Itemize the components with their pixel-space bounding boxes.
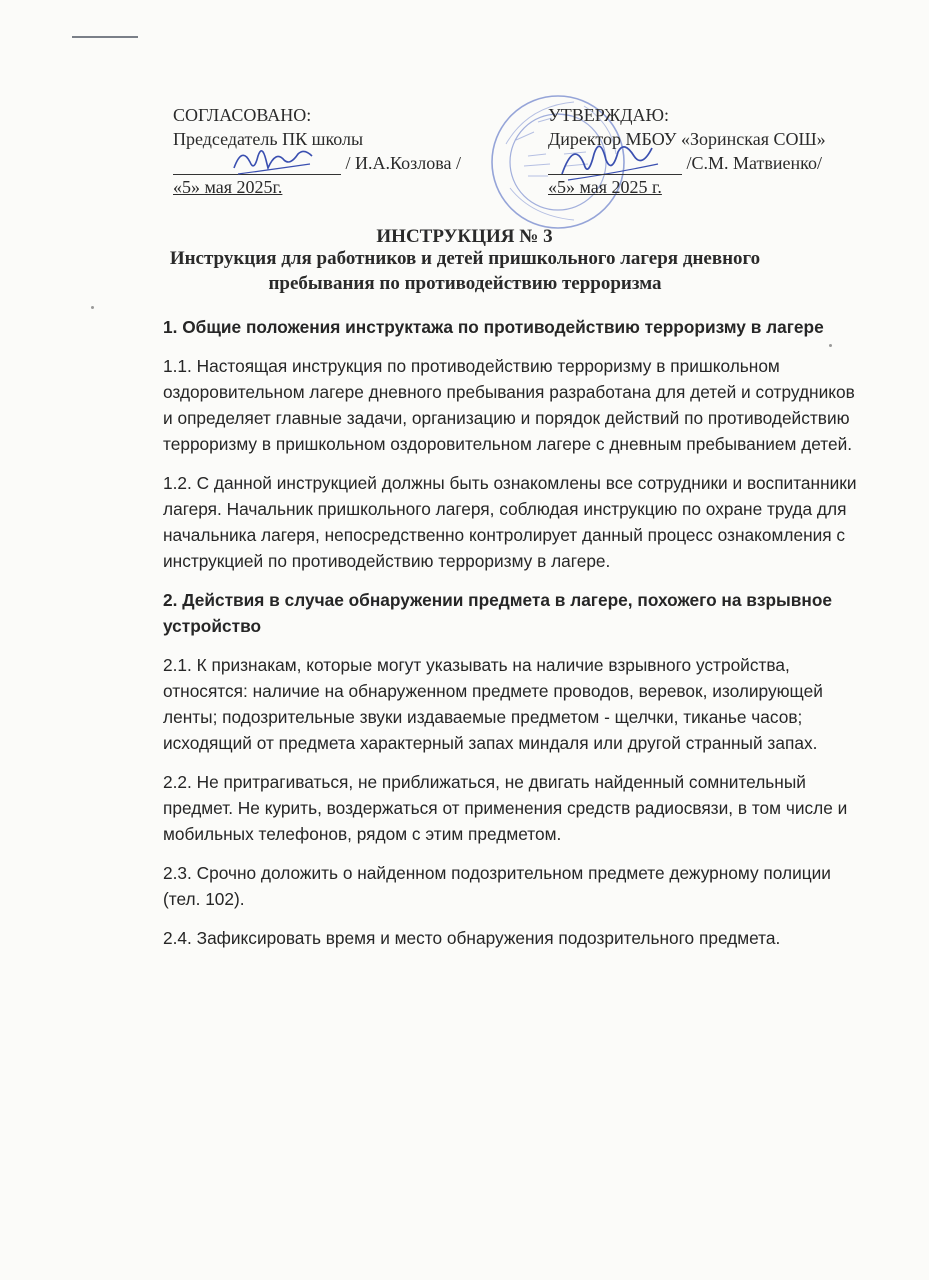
document-body (163, 314, 863, 951)
approved-signer: /С.М. Матвиенко/ (686, 153, 822, 173)
signature-underline (548, 156, 682, 175)
signature-left (228, 138, 318, 182)
section-heading: 1. Общие положения инструктажа по противодействию терроризму в лагере (163, 317, 824, 337)
agreed-date: «5» мая 2025г. (173, 177, 283, 197)
approved-date: «5» мая 2025 г. (548, 177, 662, 197)
scan-speck (91, 306, 94, 309)
paragraph: 1.2. С данной инструкцией должны быть ознакомлены все сотрудники и воспитанники лагеря. Начальник пришкольного лагеря, соблюдая инструкцию по охране труда для начальника лагеря, непосредственно контролирует данный процесс ознакомления с инструкцией по противодействию терроризму в лагере. (163, 473, 857, 571)
agreed-signer: / И.А.Козлова / (345, 153, 461, 173)
paragraph: 2.2. Не притрагиваться, не приближаться, не двигать найденный сомнительный предмет. Не курить, воздержаться от применения средств радиосвязи, в том числе и мобильных телефонов, рядом с этим предметом. (163, 772, 848, 844)
approved-label: УТВЕРЖДАЮ: (548, 105, 670, 125)
agreed-label: СОГЛАСОВАНО: (173, 105, 312, 125)
scan-mark (72, 36, 138, 38)
approved-signature-line (548, 151, 826, 175)
paragraph: 2.4. Зафиксировать время и место обнаружения подозрительного предмета. (163, 928, 781, 948)
approved-position: Директор МБОУ «Зоринская СОШ» (548, 129, 826, 149)
paragraph: 2.3. Срочно доложить о найденном подозрительном предмете дежурному полиции (тел. 102). (163, 863, 831, 909)
agreed-position: Председатель ПК школы (173, 129, 364, 149)
section-heading: 2. Действия в случае обнаружении предмета в лагере, похожего на взрывное устройство (163, 590, 833, 636)
paragraph: 1.1. Настоящая инструкция по противодействию терроризму в пришкольном оздоровительном лагере дневного пребывания разработана для детей и сотрудников и определяет главные задачи, организацию и порядок действий по противодействию терроризму в пришкольном оздоровительном лагере с дневным пребыванием детей. (163, 356, 855, 454)
instruction-number: ИНСТРУКЦИЯ № 3 (376, 226, 553, 247)
approval-block-right (548, 103, 826, 199)
instruction-title: Инструкция для работников и детей пришкольного лагеря дневного пребывания по противодействию терроризма (169, 248, 761, 294)
paragraph: 2.1. К признакам, которые могут указывать на наличие взрывного устройства, относятся: наличие на обнаруженном предмете проводов, веревок, изолирующей ленты; подозрительные звуки издаваемые предметом - щелчки, тиканье часов; исходящий от предмета характерный запах миндаля или другой странный запах. (163, 655, 823, 753)
